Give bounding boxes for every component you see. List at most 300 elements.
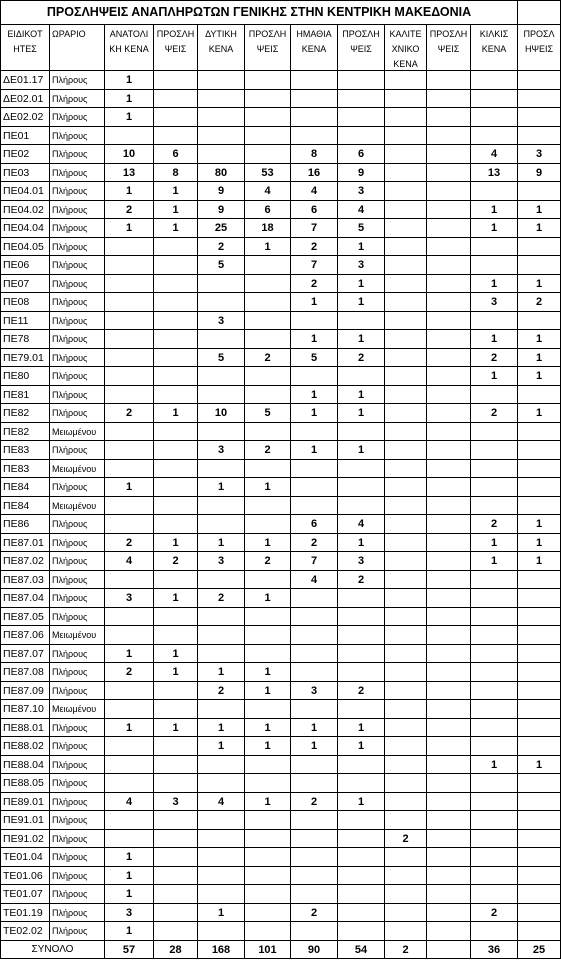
- artistic-vacancies-cell: [385, 608, 427, 627]
- anatoliki-hires-cell: [154, 756, 198, 775]
- kilkis-hires-cell: [518, 386, 561, 405]
- imathia-vacancies-cell: 1: [291, 330, 338, 349]
- dytiki-hires-cell: [245, 515, 291, 534]
- anatoliki-vacancies-cell: 4: [105, 793, 154, 812]
- imathia-hires-cell: 2: [338, 349, 385, 368]
- kilkis-hires-cell: [518, 700, 561, 719]
- kilkis-hires-cell: [518, 867, 561, 886]
- dytiki-hires-cell: [245, 145, 291, 164]
- header-line: ΚΕΝΑ: [393, 59, 418, 69]
- anatoliki-vacancies-cell: [105, 811, 154, 830]
- dytiki-hires-cell: [245, 386, 291, 405]
- dytiki-vacancies-cell: 25: [198, 219, 245, 238]
- dytiki-hires-cell: [245, 90, 291, 109]
- anatoliki-vacancies-cell: 1: [105, 71, 154, 90]
- specialty-cell: ΤΕ02.02: [1, 922, 50, 941]
- dytiki-hires-cell: 53: [245, 164, 291, 183]
- dytiki-hires-cell: [245, 108, 291, 127]
- artistic-vacancies-cell: [385, 349, 427, 368]
- specialty-cell: ΠΕ82: [1, 404, 50, 423]
- dytiki-vacancies-cell: [198, 774, 245, 793]
- artistic-vacancies-cell: [385, 811, 427, 830]
- anatoliki-hires-cell: [154, 515, 198, 534]
- dytiki-hires-cell: [245, 312, 291, 331]
- dytiki-vacancies-cell: [198, 756, 245, 775]
- kilkis-vacancies-cell: 1: [471, 367, 518, 386]
- specialty-cell: ΔΕ02.01: [1, 90, 50, 109]
- dytiki-vacancies-cell: [198, 127, 245, 146]
- kilkis-hires-cell: [518, 922, 561, 941]
- dytiki-vacancies-cell: [198, 700, 245, 719]
- kilkis-hires-cell: 9: [518, 164, 561, 183]
- schedule-cell: Πλήρους: [50, 737, 105, 756]
- kilkis-hires-cell: 1: [518, 515, 561, 534]
- dytiki-vacancies-cell: [198, 867, 245, 886]
- schedule-cell: Πλήρους: [50, 404, 105, 423]
- title-row-empty-cell: [518, 1, 561, 25]
- imathia-hires-cell: [338, 127, 385, 146]
- schedule-cell: Πλήρους: [50, 182, 105, 201]
- artistic-vacancies-cell: [385, 330, 427, 349]
- total-kilkis-vacancies: 36: [471, 941, 518, 960]
- anatoliki-hires-cell: [154, 423, 198, 442]
- schedule-cell: Πλήρους: [50, 145, 105, 164]
- schedule-cell: Πλήρους: [50, 589, 105, 608]
- dytiki-vacancies-cell: [198, 71, 245, 90]
- anatoliki-vacancies-cell: [105, 774, 154, 793]
- imathia-hires-cell: [338, 830, 385, 849]
- artistic-vacancies-cell: [385, 238, 427, 257]
- dytiki-hires-cell: [245, 700, 291, 719]
- anatoliki-vacancies-cell: 1: [105, 885, 154, 904]
- imathia-hires-cell: [338, 626, 385, 645]
- imathia-hires-cell: 4: [338, 515, 385, 534]
- anatoliki-vacancies-cell: [105, 682, 154, 701]
- dytiki-vacancies-cell: [198, 645, 245, 664]
- artistic-hires-cell: [427, 682, 471, 701]
- anatoliki-hires-cell: 8: [154, 164, 198, 183]
- kilkis-hires-cell: 1: [518, 552, 561, 571]
- artistic-hires-cell: [427, 275, 471, 294]
- dytiki-vacancies-cell: 1: [198, 904, 245, 923]
- kilkis-hires-cell: [518, 127, 561, 146]
- header-line: ΠΡΟΣΛ: [523, 29, 555, 39]
- kilkis-vacancies-cell: [471, 682, 518, 701]
- anatoliki-hires-cell: [154, 256, 198, 275]
- specialty-cell: ΠΕ88.04: [1, 756, 50, 775]
- imathia-vacancies-cell: [291, 367, 338, 386]
- imathia-vacancies-cell: 2: [291, 275, 338, 294]
- dytiki-hires-cell: [245, 830, 291, 849]
- imathia-vacancies-cell: [291, 423, 338, 442]
- dytiki-vacancies-cell: 2: [198, 682, 245, 701]
- artistic-vacancies-cell: [385, 275, 427, 294]
- imathia-hires-cell: 1: [338, 534, 385, 553]
- dytiki-vacancies-cell: [198, 275, 245, 294]
- imathia-hires-cell: [338, 423, 385, 442]
- kilkis-hires-cell: [518, 256, 561, 275]
- dytiki-vacancies-cell: [198, 423, 245, 442]
- artistic-vacancies-cell: [385, 645, 427, 664]
- kilkis-hires-cell: 3: [518, 145, 561, 164]
- imathia-vacancies-cell: 2: [291, 534, 338, 553]
- kilkis-vacancies-cell: [471, 830, 518, 849]
- dytiki-hires-cell: 6: [245, 201, 291, 220]
- artistic-hires-cell: [427, 737, 471, 756]
- specialty-cell: ΠΕ11: [1, 312, 50, 331]
- header-specialty: [1, 25, 50, 71]
- schedule-cell: Μειωμένου: [50, 700, 105, 719]
- anatoliki-hires-cell: 1: [154, 645, 198, 664]
- imathia-vacancies-cell: [291, 663, 338, 682]
- specialty-cell: ΠΕ87.07: [1, 645, 50, 664]
- anatoliki-vacancies-cell: [105, 349, 154, 368]
- kilkis-vacancies-cell: [471, 867, 518, 886]
- schedule-cell: Πλήρους: [50, 774, 105, 793]
- schedule-cell: Πλήρους: [50, 515, 105, 534]
- kilkis-vacancies-cell: 2: [471, 404, 518, 423]
- artistic-hires-cell: [427, 534, 471, 553]
- imathia-hires-cell: 4: [338, 201, 385, 220]
- specialty-cell: ΠΕ01: [1, 127, 50, 146]
- dytiki-hires-cell: [245, 423, 291, 442]
- artistic-hires-cell: [427, 312, 471, 331]
- artistic-hires-cell: [427, 700, 471, 719]
- schedule-cell: Μειωμένου: [50, 497, 105, 516]
- artistic-vacancies-cell: [385, 404, 427, 423]
- kilkis-vacancies-cell: [471, 386, 518, 405]
- anatoliki-vacancies-cell: [105, 700, 154, 719]
- kilkis-vacancies-cell: [471, 423, 518, 442]
- kilkis-vacancies-cell: 2: [471, 349, 518, 368]
- schedule-cell: Πλήρους: [50, 367, 105, 386]
- header-line: ΚΕΝΑ: [208, 44, 234, 54]
- imathia-vacancies-cell: [291, 830, 338, 849]
- schedule-cell: Πλήρους: [50, 164, 105, 183]
- dytiki-hires-cell: [245, 756, 291, 775]
- dytiki-hires-cell: [245, 71, 291, 90]
- kilkis-hires-cell: [518, 312, 561, 331]
- imathia-vacancies-cell: 7: [291, 219, 338, 238]
- dytiki-hires-cell: [245, 922, 291, 941]
- imathia-hires-cell: [338, 867, 385, 886]
- kilkis-vacancies-cell: [471, 182, 518, 201]
- table-title: ΠΡΟΣΛΗΨΕΙΣ ΑΝΑΠΛΗΡΩΤΩΝ ΓΕΝΙΚΗΣ ΣΤΗΝ ΚΕΝΤΡΙΚΗ ΜΑΚΕΔΟΝΙΑ: [1, 1, 518, 25]
- kilkis-vacancies-cell: [471, 663, 518, 682]
- header-line: ΩΡΑΡΙΟ: [52, 29, 86, 39]
- anatoliki-vacancies-cell: 3: [105, 904, 154, 923]
- imathia-vacancies-cell: [291, 811, 338, 830]
- anatoliki-vacancies-cell: [105, 515, 154, 534]
- specialty-cell: ΔΕ01.17: [1, 71, 50, 90]
- specialty-cell: ΠΕ87.09: [1, 682, 50, 701]
- anatoliki-hires-cell: 2: [154, 552, 198, 571]
- anatoliki-hires-cell: [154, 367, 198, 386]
- anatoliki-vacancies-cell: 1: [105, 90, 154, 109]
- artistic-vacancies-cell: [385, 256, 427, 275]
- anatoliki-vacancies-cell: [105, 441, 154, 460]
- schedule-cell: Πλήρους: [50, 756, 105, 775]
- schedule-cell: Πλήρους: [50, 645, 105, 664]
- imathia-hires-cell: [338, 700, 385, 719]
- dytiki-hires-cell: 1: [245, 719, 291, 738]
- imathia-vacancies-cell: 4: [291, 571, 338, 590]
- header-line: ΨΕΙΣ: [350, 44, 372, 54]
- dytiki-hires-cell: 4: [245, 182, 291, 201]
- dytiki-hires-cell: [245, 626, 291, 645]
- anatoliki-hires-cell: [154, 386, 198, 405]
- total-anatoliki-hires: 28: [154, 941, 198, 960]
- dytiki-vacancies-cell: [198, 811, 245, 830]
- kilkis-vacancies-cell: [471, 774, 518, 793]
- artistic-hires-cell: [427, 90, 471, 109]
- schedule-cell: Πλήρους: [50, 663, 105, 682]
- artistic-vacancies-cell: [385, 700, 427, 719]
- kilkis-hires-cell: [518, 90, 561, 109]
- kilkis-hires-cell: [518, 589, 561, 608]
- dytiki-hires-cell: [245, 774, 291, 793]
- dytiki-hires-cell: [245, 127, 291, 146]
- kilkis-vacancies-cell: [471, 127, 518, 146]
- anatoliki-vacancies-cell: 1: [105, 478, 154, 497]
- kilkis-vacancies-cell: 1: [471, 275, 518, 294]
- kilkis-vacancies-cell: [471, 793, 518, 812]
- schedule-cell: Πλήρους: [50, 719, 105, 738]
- imathia-hires-cell: [338, 645, 385, 664]
- specialty-cell: ΠΕ82: [1, 423, 50, 442]
- kilkis-hires-cell: [518, 460, 561, 479]
- dytiki-hires-cell: [245, 904, 291, 923]
- dytiki-vacancies-cell: [198, 90, 245, 109]
- anatoliki-vacancies-cell: [105, 238, 154, 257]
- header-line: ΗΨΕΙΣ: [524, 44, 554, 54]
- artistic-vacancies-cell: [385, 719, 427, 738]
- specialty-cell: ΔΕ02.02: [1, 108, 50, 127]
- artistic-vacancies-cell: [385, 737, 427, 756]
- specialty-cell: ΠΕ87.01: [1, 534, 50, 553]
- artistic-vacancies-cell: [385, 71, 427, 90]
- imathia-hires-cell: 1: [338, 386, 385, 405]
- kilkis-vacancies-cell: 2: [471, 904, 518, 923]
- artistic-vacancies-cell: [385, 108, 427, 127]
- artistic-hires-cell: [427, 608, 471, 627]
- artistic-hires-cell: [427, 793, 471, 812]
- kilkis-vacancies-cell: [471, 922, 518, 941]
- dytiki-hires-cell: [245, 885, 291, 904]
- anatoliki-hires-cell: [154, 293, 198, 312]
- anatoliki-hires-cell: [154, 700, 198, 719]
- specialty-cell: ΠΕ02: [1, 145, 50, 164]
- imathia-vacancies-cell: 3: [291, 682, 338, 701]
- kilkis-hires-cell: 1: [518, 330, 561, 349]
- anatoliki-hires-cell: [154, 312, 198, 331]
- kilkis-hires-cell: 2: [518, 293, 561, 312]
- imathia-vacancies-cell: 1: [291, 737, 338, 756]
- specialty-cell: ΠΕ80: [1, 367, 50, 386]
- artistic-hires-cell: [427, 145, 471, 164]
- imathia-hires-cell: [338, 608, 385, 627]
- dytiki-hires-cell: [245, 867, 291, 886]
- artistic-hires-cell: [427, 330, 471, 349]
- dytiki-vacancies-cell: 9: [198, 201, 245, 220]
- imathia-vacancies-cell: 6: [291, 201, 338, 220]
- kilkis-vacancies-cell: [471, 608, 518, 627]
- header-kilkis-hires: [518, 25, 561, 71]
- anatoliki-hires-cell: 1: [154, 534, 198, 553]
- anatoliki-vacancies-cell: 1: [105, 219, 154, 238]
- schedule-cell: Πλήρους: [50, 238, 105, 257]
- specialty-cell: ΠΕ91.01: [1, 811, 50, 830]
- header-line: ΑΝΑΤΟΛΙ: [109, 29, 149, 39]
- anatoliki-vacancies-cell: [105, 330, 154, 349]
- anatoliki-hires-cell: 1: [154, 719, 198, 738]
- artistic-hires-cell: [427, 293, 471, 312]
- schedule-cell: Μειωμένου: [50, 626, 105, 645]
- artistic-hires-cell: [427, 552, 471, 571]
- specialty-cell: ΠΕ83: [1, 441, 50, 460]
- artistic-hires-cell: [427, 811, 471, 830]
- dytiki-hires-cell: 1: [245, 478, 291, 497]
- artistic-hires-cell: [427, 589, 471, 608]
- dytiki-hires-cell: 1: [245, 793, 291, 812]
- artistic-hires-cell: [427, 219, 471, 238]
- anatoliki-hires-cell: [154, 608, 198, 627]
- imathia-hires-cell: [338, 367, 385, 386]
- dytiki-hires-cell: 1: [245, 682, 291, 701]
- specialty-cell: ΠΕ81: [1, 386, 50, 405]
- artistic-vacancies-cell: [385, 90, 427, 109]
- anatoliki-hires-cell: 3: [154, 793, 198, 812]
- specialty-cell: ΠΕ84: [1, 497, 50, 516]
- imathia-hires-cell: [338, 904, 385, 923]
- dytiki-hires-cell: [245, 497, 291, 516]
- imathia-vacancies-cell: [291, 460, 338, 479]
- specialty-cell: ΠΕ07: [1, 275, 50, 294]
- anatoliki-vacancies-cell: [105, 497, 154, 516]
- kilkis-vacancies-cell: 1: [471, 756, 518, 775]
- artistic-vacancies-cell: [385, 164, 427, 183]
- artistic-vacancies-cell: [385, 145, 427, 164]
- imathia-vacancies-cell: 16: [291, 164, 338, 183]
- header-schedule: [50, 25, 105, 71]
- imathia-hires-cell: [338, 885, 385, 904]
- anatoliki-hires-cell: [154, 497, 198, 516]
- anatoliki-vacancies-cell: [105, 608, 154, 627]
- dytiki-hires-cell: [245, 256, 291, 275]
- artistic-hires-cell: [427, 423, 471, 442]
- imathia-hires-cell: 1: [338, 275, 385, 294]
- dytiki-vacancies-cell: [198, 367, 245, 386]
- header-dytiki-hires: [245, 25, 291, 71]
- specialty-cell: ΠΕ78: [1, 330, 50, 349]
- schedule-cell: Πλήρους: [50, 219, 105, 238]
- kilkis-hires-cell: [518, 848, 561, 867]
- kilkis-hires-cell: 1: [518, 349, 561, 368]
- dytiki-vacancies-cell: 3: [198, 441, 245, 460]
- dytiki-vacancies-cell: [198, 830, 245, 849]
- dytiki-vacancies-cell: [198, 108, 245, 127]
- anatoliki-vacancies-cell: 1: [105, 645, 154, 664]
- imathia-vacancies-cell: [291, 589, 338, 608]
- imathia-vacancies-cell: 5: [291, 349, 338, 368]
- anatoliki-hires-cell: [154, 904, 198, 923]
- anatoliki-hires-cell: 1: [154, 663, 198, 682]
- dytiki-vacancies-cell: [198, 608, 245, 627]
- imathia-hires-cell: 9: [338, 164, 385, 183]
- kilkis-vacancies-cell: [471, 885, 518, 904]
- artistic-hires-cell: [427, 164, 471, 183]
- artistic-vacancies-cell: [385, 922, 427, 941]
- anatoliki-hires-cell: [154, 811, 198, 830]
- artistic-hires-cell: [427, 719, 471, 738]
- anatoliki-vacancies-cell: [105, 127, 154, 146]
- anatoliki-vacancies-cell: 1: [105, 182, 154, 201]
- kilkis-hires-cell: [518, 682, 561, 701]
- kilkis-hires-cell: [518, 423, 561, 442]
- anatoliki-hires-cell: 1: [154, 219, 198, 238]
- anatoliki-hires-cell: [154, 922, 198, 941]
- anatoliki-hires-cell: 1: [154, 404, 198, 423]
- kilkis-hires-cell: [518, 182, 561, 201]
- schedule-cell: Πλήρους: [50, 830, 105, 849]
- kilkis-hires-cell: [518, 497, 561, 516]
- imathia-vacancies-cell: [291, 848, 338, 867]
- header-line: ΧΝΙΚΟ: [391, 44, 420, 54]
- dytiki-vacancies-cell: 2: [198, 589, 245, 608]
- total-imathia-hires: 54: [338, 941, 385, 960]
- total-artistic-hires: [427, 941, 471, 960]
- imathia-hires-cell: 3: [338, 552, 385, 571]
- header-line: ΠΡΟΣΛΗ: [248, 29, 287, 39]
- dytiki-hires-cell: [245, 293, 291, 312]
- artistic-vacancies-cell: [385, 460, 427, 479]
- kilkis-vacancies-cell: [471, 737, 518, 756]
- dytiki-vacancies-cell: 1: [198, 534, 245, 553]
- kilkis-vacancies-cell: [471, 460, 518, 479]
- imathia-vacancies-cell: [291, 127, 338, 146]
- imathia-hires-cell: [338, 848, 385, 867]
- kilkis-hires-cell: [518, 71, 561, 90]
- imathia-vacancies-cell: [291, 497, 338, 516]
- total-artistic-vacancies: 2: [385, 941, 427, 960]
- kilkis-vacancies-cell: [471, 238, 518, 257]
- specialty-cell: ΤΕ01.19: [1, 904, 50, 923]
- dytiki-vacancies-cell: 3: [198, 312, 245, 331]
- imathia-vacancies-cell: [291, 626, 338, 645]
- specialty-cell: ΠΕ87.10: [1, 700, 50, 719]
- dytiki-vacancies-cell: [198, 145, 245, 164]
- schedule-cell: Πλήρους: [50, 90, 105, 109]
- kilkis-hires-cell: [518, 830, 561, 849]
- imathia-vacancies-cell: 1: [291, 404, 338, 423]
- dytiki-vacancies-cell: 1: [198, 737, 245, 756]
- imathia-hires-cell: 1: [338, 719, 385, 738]
- kilkis-vacancies-cell: [471, 571, 518, 590]
- dytiki-vacancies-cell: [198, 626, 245, 645]
- kilkis-hires-cell: 1: [518, 367, 561, 386]
- anatoliki-vacancies-cell: 2: [105, 404, 154, 423]
- total-anatoliki-vacancies: 57: [105, 941, 154, 960]
- specialty-cell: ΠΕ87.06: [1, 626, 50, 645]
- kilkis-hires-cell: [518, 571, 561, 590]
- dytiki-hires-cell: 1: [245, 534, 291, 553]
- schedule-cell: Πλήρους: [50, 552, 105, 571]
- anatoliki-hires-cell: [154, 571, 198, 590]
- artistic-vacancies-cell: 2: [385, 830, 427, 849]
- schedule-cell: Πλήρους: [50, 386, 105, 405]
- dytiki-vacancies-cell: [198, 330, 245, 349]
- header-line: ΨΕΙΣ: [256, 44, 279, 54]
